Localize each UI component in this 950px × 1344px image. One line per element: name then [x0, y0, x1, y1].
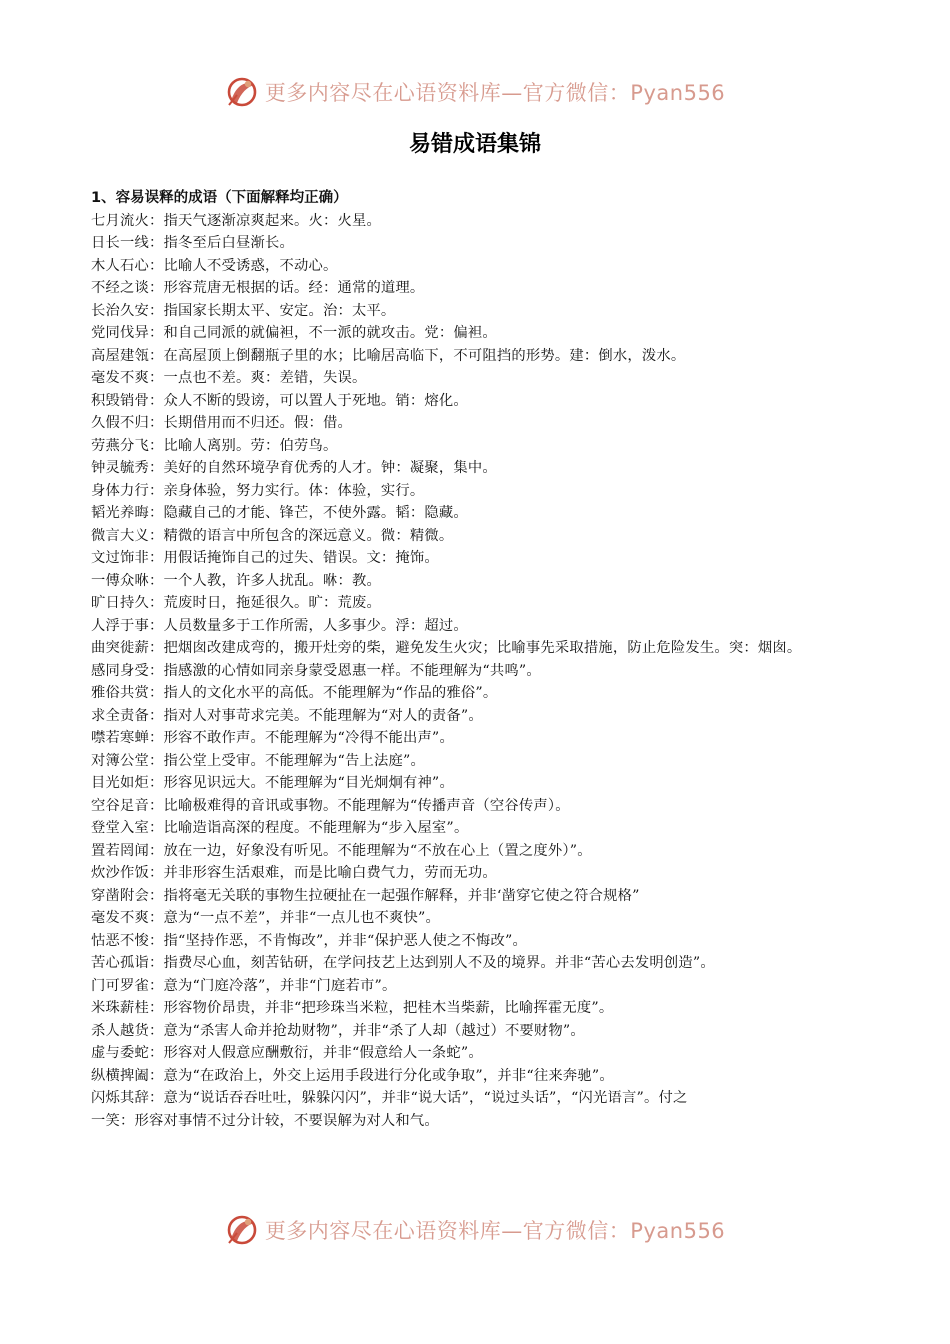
- idiom-entry: 雅俗共赏：指人的文化水平的高低。不能理解为“作品的雅俗”。: [91, 685, 498, 701]
- idiom-entry: 求全责备：指对人对事苛求完美。不能理解为“对人的责备”。: [91, 707, 483, 724]
- idiom-entry: 一笑：形容对事情不过分计较，不要误解为对人和气。: [91, 1112, 439, 1129]
- idiom-entry: 长治久安：指国家长期太平、安定。治：太平。: [91, 302, 396, 319]
- watermark-text: 更多内容尽在心语资料库—官方微信：Pyan556: [264, 1219, 726, 1243]
- watermark-text: 更多内容尽在心语资料库—官方微信：Pyan556: [264, 81, 726, 105]
- idiom-entry: 微言大义：精微的语言中所包含的深远意义。微：精微。: [91, 527, 454, 544]
- idiom-entry: 旷日持久：荒废时日，拖延很久。旷：荒废。: [91, 595, 381, 611]
- idiom-entry: 目光如炬：形容见识远大。不能理解为“目光炯炯有神”。: [91, 775, 454, 791]
- idiom-entry: 闪烁其辞：意为“说话吞吞吐吐，躲躲闪闪”，并非“说大话”，“说过头话”，“闪光语言”。付之: [91, 1090, 688, 1106]
- idiom-entry: 文过饰非：用假话掩饰自己的过失、错误。文：掩饰。: [91, 550, 439, 566]
- idiom-entry: 曲突徙薪：把烟囱改建成弯的，搬开灶旁的柴，避免发生火灾；比喻事先采取措施，防止危险发生。突：烟囱。: [91, 640, 802, 656]
- idiom-entry: 身体力行：亲身体验，努力实行。体：体验，实行。: [91, 482, 425, 499]
- idiom-entry: 木人石心：比喻人不受诱惑，不动心。: [91, 257, 338, 274]
- idiom-entry: 登堂入室：比喻造诣高深的程度。不能理解为“步入屋室”。: [91, 820, 469, 836]
- brand-logo-icon: [225, 75, 259, 109]
- idiom-entry: 劳燕分飞：比喻人离别。劳：伯劳鸟。: [91, 437, 338, 454]
- idiom-entry: 门可罗雀：意为“门庭冷落”，并非“门庭若市”。: [91, 977, 397, 994]
- idiom-entry: 韬光养晦：隐藏自己的才能、锋芒，不使外露。韬：隐藏。: [91, 505, 468, 521]
- idiom-entry: 穿凿附会：指将毫无关联的事物生拉硬扯在一起强作解释，并非‘凿穿它使之符合规格”: [91, 887, 640, 904]
- entry-list: [91, 210, 863, 1133]
- brand-logo-icon: [225, 1213, 259, 1247]
- idiom-entry: 毫发不爽：一点也不差。爽：差错，失误。: [91, 370, 367, 386]
- idiom-entry: 毫发不爽：意为“一点不差”，并非“一点儿也不爽快”。: [91, 910, 440, 926]
- idiom-entry: 纵横捭阖：意为“在政治上，外交上运用手段进行分化或争取”，并非“往来奔驰”。: [91, 1067, 614, 1084]
- idiom-entry: 感同身受：指感激的心情如同亲身蒙受恩惠一样。不能理解为“共鸣”。: [91, 662, 541, 679]
- idiom-entry: 怙恶不悛：指“坚持作恶，不肯悔改”，并非“保护恶人使之不悔改”。: [91, 932, 527, 949]
- idiom-entry: 钟灵毓秀：美好的自然环境孕育优秀的人才。钟：凝聚，集中。: [91, 460, 497, 476]
- idiom-entry: 久假不归：长期借用而不归还。假：借。: [91, 415, 352, 431]
- idiom-entry: 高屋建瓴：在高屋顶上倒翻瓶子里的水；比喻居高临下，不可阻挡的形势。建：倒水，泼水。: [91, 347, 686, 364]
- idiom-entry: 杀人越货：意为“杀害人命并抢劫财物”，并非“杀了人却（越过）不要财物”。: [91, 1022, 585, 1039]
- idiom-entry: 不经之谈：形容荒唐无根据的话。经：通常的道理。: [91, 280, 425, 296]
- idiom-entry: 七月流火：指天气逐渐凉爽起来。火：火星。: [91, 212, 381, 229]
- idiom-entry: 炊沙作饭：并非形容生活艰难，而是比喻白费气力，劳而无功。: [91, 865, 497, 881]
- section-heading: 1、容易误释的成语（下面解释均正确）: [91, 190, 348, 206]
- idiom-entry: 置若罔闻：放在一边，好象没有听见。不能理解为“不放在心上（置之度外）”。: [91, 842, 592, 859]
- watermark-header: [0, 70, 950, 114]
- document-body: [91, 187, 863, 1132]
- document-title: 易错成语集锦: [408, 132, 541, 157]
- idiom-entry: 积毁销骨：众人不断的毁谤，可以置人于死地。销：熔化。: [91, 392, 468, 409]
- idiom-entry: 人浮于事：人员数量多于工作所需，人多事少。浮：超过。: [91, 617, 468, 634]
- idiom-entry: 一傅众咻：一个人教，许多人扰乱。咻：教。: [91, 572, 381, 589]
- idiom-entry: 对簿公堂：指公堂上受审。不能理解为“告上法庭”。: [91, 752, 425, 769]
- idiom-entry: 虚与委蛇：形容对人假意应酬敷衍，并非“假意给人一条蛇”。: [91, 1045, 483, 1061]
- idiom-entry: 噤若寒蝉：形容不敢作声。不能理解为“冷得不能出声”。: [91, 730, 454, 746]
- idiom-entry: 苦心孤诣：指费尽心血，刻苦钻研，在学问技艺上达到别人不及的境界。并非“苦心去发明创造”。: [91, 955, 715, 971]
- idiom-entry: 米珠薪桂：形容物价昂贵，并非“把珍珠当米粒，把桂木当柴薪，比喻挥霍无度”。: [91, 1000, 614, 1016]
- idiom-entry: 党同伐异：和自己同派的就偏袒，不一派的就攻击。党：偏袒。: [91, 325, 497, 341]
- idiom-entry: 空谷足音：比喻极难得的音讯或事物。不能理解为“传播声音（空谷传声）。: [91, 797, 570, 814]
- idiom-entry: 日长一线：指冬至后白昼渐长。: [91, 235, 294, 251]
- watermark-footer: [0, 1208, 950, 1252]
